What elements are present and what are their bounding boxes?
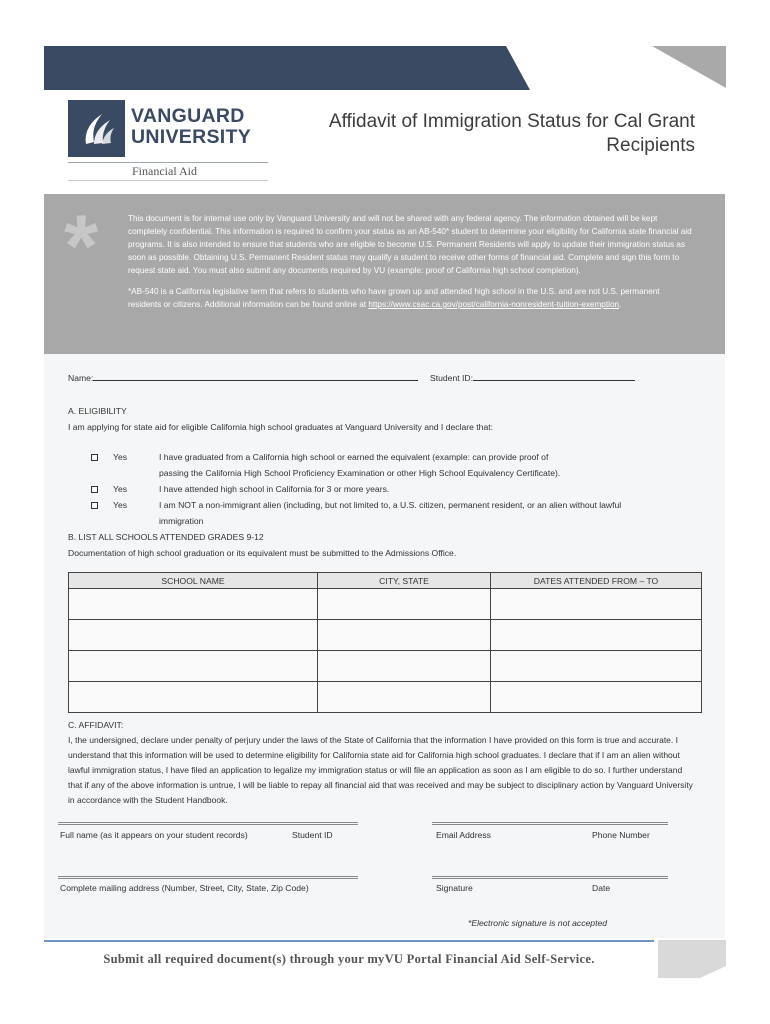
email-label: Email Address — [436, 830, 491, 840]
dates-cell[interactable] — [491, 620, 702, 651]
yes-label-1: Yes — [113, 452, 128, 462]
eligibility-checkbox-3[interactable] — [91, 502, 98, 509]
address-label: Complete mailing address (Number, Street, City, State, Zip Code) — [60, 883, 309, 893]
eligibility-item-1-line-2: passing the California High School Proficiency Examination or other High School Equivalency Certificate). — [159, 468, 561, 478]
footer-rule — [44, 940, 654, 942]
table-row — [69, 589, 702, 620]
city-state-cell[interactable] — [318, 682, 491, 713]
column-city-state: CITY, STATE — [318, 573, 491, 589]
notice-paragraph-1: This document is for internal use only by Vanguard University and will not be shared with any federal agency. The information obtained will be kept completely confidential. This information is required to confirm your status as an AB-540* student to determine your eligibility for California state financial aid programs. It is also intended to ensure that students who are eligible to become U.S. Permanent Residents will apply to update their immigration status as soon as possible. Obtaining U.S. Permanent Resident status may qualify a student to receive other forms of financial aid. Complete and sign this form to request state aid. You must also submit any documents required by VU (example: proof of California high school completion). — [128, 214, 692, 275]
header-corner-decoration — [652, 46, 726, 95]
name-input-line[interactable] — [93, 372, 418, 381]
flame-logo-icon — [68, 100, 125, 157]
footer-text: Submit all required document(s) through your myVU Portal Financial Aid Self-Service. — [103, 952, 595, 966]
student-id-field[interactable] — [430, 371, 635, 386]
eligibility-item-2: I have attended high school in California for 3 or more years. — [159, 484, 390, 494]
electronic-signature-note: *Electronic signature is not accepted — [468, 918, 608, 928]
school-name-cell[interactable] — [69, 620, 318, 651]
notice-paragraph-2: *AB-540 is a California legislative term that refers to students who have grown up and attended high school in the U.S. and are not U.S. permanent residents or citizens. Additional information can be found online at https://www.csac.ca.gov/post/california-nonresident-tuition-exemption. — [128, 287, 660, 309]
school-name-cell[interactable] — [69, 651, 318, 682]
signature-date-line[interactable] — [432, 876, 668, 879]
logo-divider — [68, 162, 268, 163]
city-state-cell[interactable] — [318, 620, 491, 651]
eligibility-intro: I am applying for state aid for eligible California high school graduates at Vanguard University and I declare that: — [68, 422, 493, 432]
dates-cell[interactable] — [491, 589, 702, 620]
notice-text — [128, 212, 694, 311]
column-school-name: SCHOOL NAME — [69, 573, 318, 589]
full-name-label: Full name (as it appears on your student records) — [60, 830, 248, 840]
affidavit-heading: C. AFFIDAVIT: — [68, 720, 124, 730]
yes-label-3: Yes — [113, 500, 128, 510]
student-id-label: Student ID: — [430, 373, 473, 383]
asterisk-icon: * — [64, 196, 99, 295]
student-id-sig-label: Student ID — [292, 830, 333, 840]
column-dates-attended: DATES ATTENDED FROM – TO — [491, 573, 702, 589]
schools-table-header — [69, 573, 702, 589]
footer-corner-decoration — [658, 940, 726, 983]
schools-heading: B. LIST ALL SCHOOLS ATTENDED GRADES 9-12 — [68, 532, 264, 542]
affidavit-text: I, the undersigned, declare under penalty of perjury under the laws of the State of California that the information I have provided on this form is true and accurate. I understand that this information will be used to determine eligibility for California state aid for California high school graduates. I declare that if I am an alien without lawful immigration status, I have filed an application to legalize my immigration status or will file an application as soon as I am eligible to do so. I further understand that if any of the above information is untrue, I will be liable to repay all financial aid that was received and may be subject to disciplinary action by Vanguard University in accordance with the Student Handbook. — [68, 735, 693, 805]
address-signature-line[interactable] — [58, 876, 358, 879]
name-field[interactable] — [68, 371, 418, 386]
csac-link[interactable]: https://www.csac.ca.gov/post/california-nonresident-tuition-exemption — [368, 300, 620, 309]
eligibility-item-3-line-1: I am NOT a non-immigrant alien (including, but not limited to, a U.S. citizen, permanent resident, or an alien without lawful — [159, 500, 622, 510]
eligibility-checkbox-2[interactable] — [91, 486, 98, 493]
document-title: Affidavit of Immigration Status for Cal Grant Recipients — [328, 111, 695, 156]
school-name-cell[interactable] — [69, 682, 318, 713]
eligibility-heading: A. ELIGIBILITY — [68, 406, 127, 416]
vanguard-logo — [68, 100, 268, 182]
schools-table — [68, 572, 702, 713]
phone-label: Phone Number — [592, 830, 650, 840]
logo-wordmark: VANGUARD UNIVERSITY — [131, 105, 252, 148]
confidentiality-notice — [44, 194, 725, 354]
full-name-signature-line[interactable] — [58, 822, 358, 825]
logo-bottom-rule — [68, 180, 268, 181]
eligibility-item-1-line-1: I have graduated from a California high school or earned the equivalent (example: can provide proof of — [159, 452, 549, 462]
school-name-cell[interactable] — [69, 589, 318, 620]
schools-note: Documentation of high school graduation or its equivalent must be submitted to the Admissions Office. — [68, 548, 457, 558]
table-row — [69, 682, 702, 713]
signature-label: Signature — [436, 883, 473, 893]
dates-cell[interactable] — [491, 682, 702, 713]
eligibility-item-3-line-2: immigration — [159, 516, 204, 526]
name-label: Name: — [68, 373, 94, 383]
student-id-input-line[interactable] — [473, 372, 635, 381]
city-state-cell[interactable] — [318, 651, 491, 682]
yes-label-2: Yes — [113, 484, 128, 494]
eligibility-checkbox-1[interactable] — [91, 454, 98, 461]
email-phone-signature-line[interactable] — [432, 822, 668, 825]
date-label: Date — [592, 883, 611, 893]
city-state-cell[interactable] — [318, 589, 491, 620]
table-row — [69, 620, 702, 651]
dates-cell[interactable] — [491, 651, 702, 682]
logo-subtitle: Financial Aid — [132, 164, 197, 178]
table-row — [69, 651, 702, 682]
